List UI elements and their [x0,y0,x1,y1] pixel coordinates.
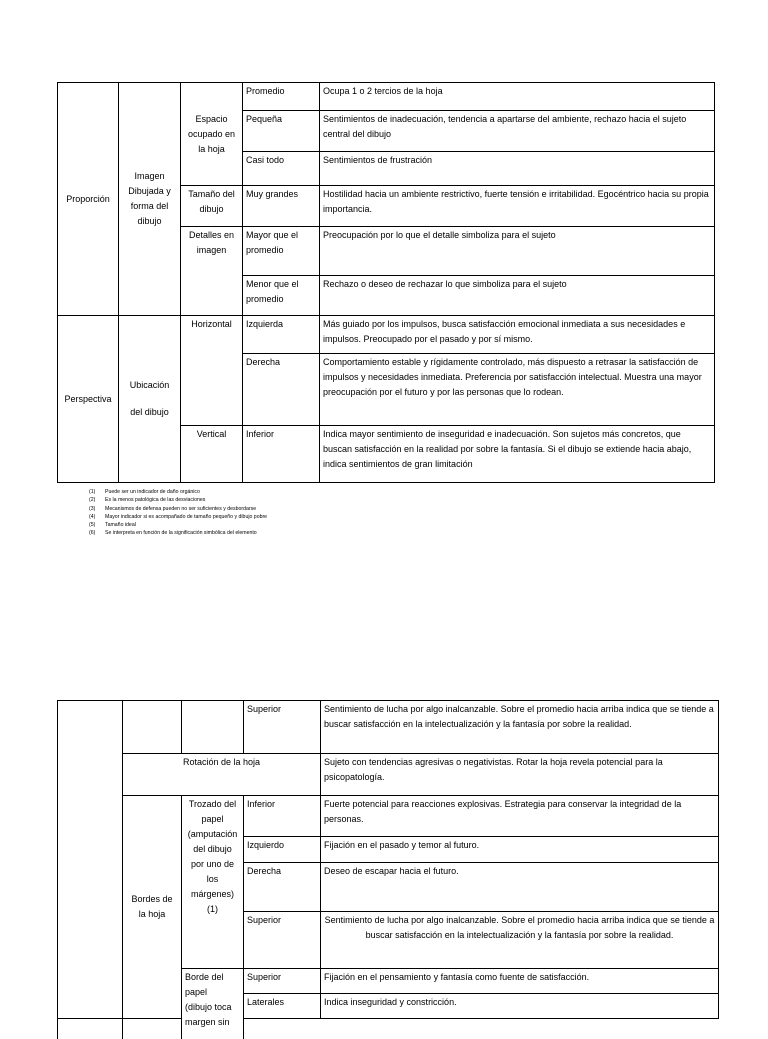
group-vertical: Vertical [181,426,243,483]
label-promedio: Promedio [243,83,320,111]
footnote-num: (5) [89,522,96,529]
footnote-num: (3) [89,505,96,512]
group-espacio [181,83,243,186]
trozado-line-8: (1) [207,904,218,914]
footnote-4 [89,513,267,521]
label-laterales: Laterales [244,994,321,1019]
desc-muy-grandes: Hostilidad hacia un ambiente restrictivo, fuerte tensión e irritabilidad. Egocéntrico hacia su propia importancia. [320,186,715,227]
imagen-line-2: Dibujada y [128,186,171,196]
borde-line-1: Borde del [185,972,224,982]
espacio-line-2: ocupado en [187,128,236,139]
ubicacion-line-1: Ubicación [129,380,170,390]
imagen-line-3: forma del [130,201,169,211]
group-tamano: Tamaño del dibujo [181,186,243,227]
footnote-num: (6) [89,530,96,537]
desc-derecha-2: Deseo de escapar hacia el futuro. [321,863,719,912]
desc-superior-2: Sentimiento de lucha por algo inalcanzable. Sobre el promedio hacia arriba indica que se tiende a buscar satisfacción en la intelectualización y la fantasía por sobre la realidad. [321,912,719,969]
desc-rotacion: Sujeto con tendencias agresivas o negativistas. Rotar la hoja revela potencial para la psicopatología. [321,754,719,796]
ubicacion-line-2: del dibujo [130,407,169,417]
borde-line-3: (dibujo toca [185,1002,232,1012]
label-menor: Menor que el promedio [243,276,320,316]
group-detalles: Detalles en imagen [181,227,243,316]
bordes-line-2: la hoja [138,909,166,919]
empty-subcategory-cell [123,701,182,754]
label-izquierdo: Izquierdo [244,837,321,863]
desc-superior-1: Sentimiento de lucha por algo inalcanzable. Sobre el promedio hacia arriba indica que se tiende a buscar satisfacción en la intelectualización y la fantasía por sobre la realidad. [321,701,719,754]
footnote-text: Mayor indicador si es acompañado de tamaño pequeño y dibujo pobre [105,513,268,520]
label-casi-todo: Casi todo [243,152,320,186]
group-bordes [123,796,182,1019]
footnote-6 [89,529,267,537]
label-superior-2: Superior [244,912,321,969]
label-izquierda: Izquierda [243,316,320,354]
interpretation-table-1b [57,315,715,483]
desc-superior-3: Fijación en el pensamiento y fantasía como fuente de satisfacción. [321,969,719,994]
borde-line-2: papel [185,987,208,997]
group-borde-papel [182,969,244,1039]
trozado-line-1: Trozado del [188,799,237,809]
desc-izquierda: Más guiado por los impulsos, busca satisfacción emocional inmediata a sus necesidades e impulsos. Preocupado por el pasado y por sí mismo. [320,316,715,354]
footnote-text: Puede ser un indicador de daño orgánico [105,489,200,495]
imagen-line-1: Imagen [134,171,165,181]
trozado-line-2: papel [201,814,224,824]
desc-inferior-2: Fuerte potencial para reacciones explosivas. Estrategia para conservar la integridad de la personas. [321,796,719,837]
footnote-3 [89,505,267,513]
trozado-line-5: por uno de [190,859,235,869]
footnote-num: (2) [89,497,96,504]
footnote-text: Es la menos patológica de las desviaciones [105,497,206,504]
label-superior-3: Superior [244,969,321,994]
imagen-line-4: dibujo [137,216,162,226]
footnote-text: Tamaño ideal [105,522,136,529]
footnote-num: (1) [89,489,96,495]
subcategory-ubicacion [119,316,181,483]
desc-casi-todo: Sentimientos de frustración [320,152,715,186]
footnote-text: Se interpreta en función de la significación simbólica del elemento [105,530,257,537]
label-derecha: Derecha [243,354,320,426]
espacio-line-3: la hoja [198,143,225,154]
label-muy-grandes: Muy grandes [243,186,320,227]
empty-desc-cell [123,1019,182,1039]
desc-promedio: Ocupa 1 o 2 tercios de la hoja [320,83,715,111]
borde-line-4: margen sin [185,1017,230,1027]
espacio-line-1: Espacio [195,113,228,124]
interpretation-table-1 [57,82,715,316]
empty-label-cell [58,1019,123,1039]
footnotes [89,488,267,538]
trozado-line-3: (amputación [187,829,238,839]
bordes-line-1: Bordes de [131,894,173,904]
footnote-text: Mecanismos de defensa pueden no ser suficientes y desbordarse [105,505,257,512]
category-perspectiva: Perspectiva [58,316,119,483]
label-inferior: Inferior [243,426,320,483]
footnote-1 [89,488,267,496]
desc-laterales: Indica inseguridad y constricción. [321,994,719,1019]
desc-izquierdo: Fijación en el pasado y temor al futuro. [321,837,719,863]
label-mayor: Mayor que el promedio [243,227,320,276]
trozado-line-6: los [206,874,219,884]
desc-pequena: Sentimientos de inadecuación, tendencia a apartarse del ambiente, rechazo hacia el sujeto central del dibujo [320,111,715,152]
group-trozado [182,796,244,969]
desc-derecha: Comportamiento estable y rígidamente controlado, más dispuesto a retrasar la satisfacción de impulsos y necesidades inmediata. Preferencia por satisfacción intelectual. Muestra una mayor preocupación por el futuro y por las personas que lo rodean. [320,354,715,426]
subcategory-imagen [119,83,181,316]
label-pequena: Pequeña [243,111,320,152]
label-inferior-2: Inferior [244,796,321,837]
footnote-5 [89,521,267,529]
label-superior-1: Superior [244,701,321,754]
desc-menor: Rechazo o deseo de rechazar lo que simboliza para el sujeto [320,276,715,316]
label-rotacion: Rotación de la hoja [123,754,321,796]
interpretation-table-2 [57,700,719,1039]
trozado-line-4: del dibujo [193,844,232,854]
desc-mayor: Preocupación por lo que el detalle simboliza para el sujeto [320,227,715,276]
label-derecha-2: Derecha [244,863,321,912]
group-horizontal: Horizontal [181,316,243,426]
empty-group-cell [182,701,244,754]
footnote-2 [89,496,267,504]
category-proporcion: Proporción [58,83,119,316]
empty-category-cell [58,701,123,1019]
footnote-num: (4) [89,513,96,520]
trozado-line-7: márgenes) [190,889,235,899]
desc-inferior: Indica mayor sentimiento de inseguridad e inadecuación. Son sujetos más concretos, que buscan satisfacción en la realidad por sobre la fantasía. Si el dibujo se extiende hacia abajo, indica sentimientos de gran limitación [320,426,715,483]
